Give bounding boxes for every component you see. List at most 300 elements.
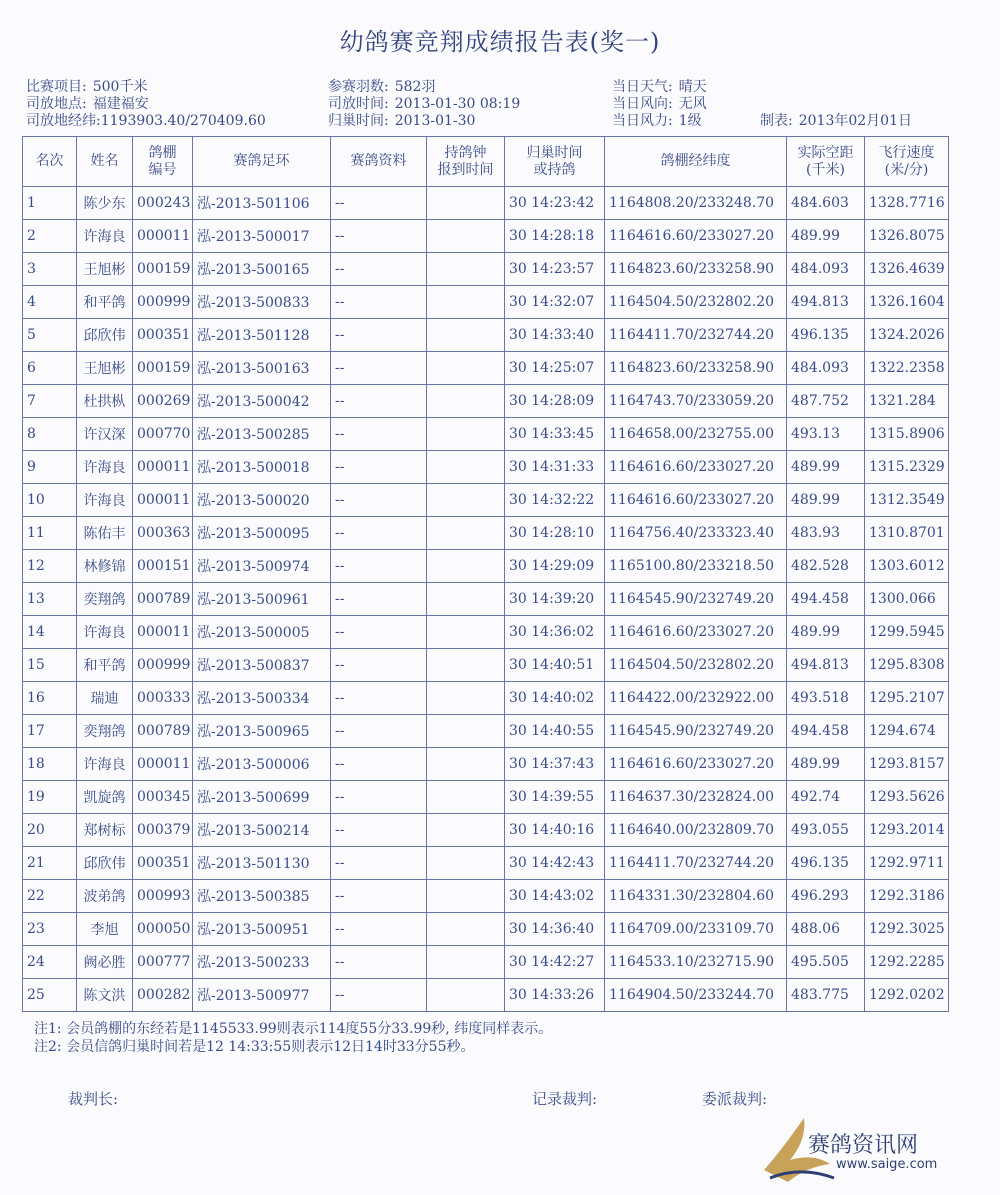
meta-release-place: 司放地点: 福建福安	[26, 96, 149, 112]
cell-distance: 482.528	[787, 550, 865, 583]
cell-speed: 1312.3549	[865, 484, 949, 517]
meta-race-item: 比赛项目: 500千米	[26, 79, 148, 95]
cell-name: 李旭	[77, 913, 133, 946]
cell-info: --	[331, 781, 427, 814]
cell-name: 阙必胜	[77, 946, 133, 979]
cell-coords: 1164616.60/233027.20	[605, 616, 787, 649]
cell-info: --	[331, 946, 427, 979]
cell-rank: 12	[23, 550, 77, 583]
cell-clock	[427, 748, 505, 781]
cell-clock	[427, 319, 505, 352]
cell-speed: 1300.066	[865, 583, 949, 616]
cell-info: --	[331, 220, 427, 253]
cell-distance: 493.518	[787, 682, 865, 715]
cell-clock	[427, 781, 505, 814]
cell-loft: 000243	[133, 187, 193, 220]
cell-ring: 泓-2013-501130	[193, 847, 331, 880]
cell-clock	[427, 880, 505, 913]
cell-info: --	[331, 880, 427, 913]
cell-name: 王旭彬	[77, 352, 133, 385]
cell-info: --	[331, 649, 427, 682]
cell-loft: 000363	[133, 517, 193, 550]
cell-ring: 泓-2013-500961	[193, 583, 331, 616]
cell-info: --	[331, 187, 427, 220]
cell-speed: 1310.8701	[865, 517, 949, 550]
cell-rank: 17	[23, 715, 77, 748]
cell-coords: 1164616.60/233027.20	[605, 220, 787, 253]
cell-speed: 1328.7716	[865, 187, 949, 220]
cell-loft: 000269	[133, 385, 193, 418]
cell-name: 波弟鸽	[77, 880, 133, 913]
table-row	[23, 187, 949, 220]
cell-loft: 000333	[133, 682, 193, 715]
cell-ring: 泓-2013-500018	[193, 451, 331, 484]
table-row	[23, 682, 949, 715]
table-row	[23, 253, 949, 286]
cell-loft: 000050	[133, 913, 193, 946]
meta-return-time: 归巢时间: 2013-01-30	[328, 113, 476, 129]
cell-coords: 1164637.30/232824.00	[605, 781, 787, 814]
cell-info: --	[331, 319, 427, 352]
cell-name: 陈佑丰	[77, 517, 133, 550]
cell-clock	[427, 484, 505, 517]
table-row	[23, 781, 949, 814]
cell-speed: 1293.2014	[865, 814, 949, 847]
cell-clock	[427, 649, 505, 682]
cell-distance: 493.13	[787, 418, 865, 451]
cell-loft: 000011	[133, 748, 193, 781]
cell-coords: 1164756.40/233323.40	[605, 517, 787, 550]
cell-info: --	[331, 286, 427, 319]
cell-speed: 1322.2358	[865, 352, 949, 385]
cell-speed: 1292.0202	[865, 979, 949, 1012]
cell-arrival: 30 14:40:16	[505, 814, 605, 847]
cell-name: 郑树标	[77, 814, 133, 847]
cell-speed: 1324.2026	[865, 319, 949, 352]
cell-arrival: 30 14:32:07	[505, 286, 605, 319]
meta-made-date: 制表: 2013年02月01日	[760, 113, 912, 129]
cell-name: 瑞迪	[77, 682, 133, 715]
cell-name: 许海良	[77, 616, 133, 649]
results-body	[23, 187, 949, 1012]
cell-distance: 483.93	[787, 517, 865, 550]
table-row	[23, 484, 949, 517]
table-row	[23, 649, 949, 682]
cell-coords: 1164616.60/233027.20	[605, 484, 787, 517]
cell-name: 王旭彬	[77, 253, 133, 286]
cell-info: --	[331, 616, 427, 649]
cell-name: 奕翔鸽	[77, 715, 133, 748]
meta-release-time: 司放时间: 2013-01-30 08:19	[328, 96, 521, 112]
cell-arrival: 30 14:42:43	[505, 847, 605, 880]
meta-wind-force: 当日风力: 1级	[612, 113, 702, 129]
cell-coords: 1164533.10/232715.90	[605, 946, 787, 979]
table-row	[23, 550, 949, 583]
cell-speed: 1295.8308	[865, 649, 949, 682]
cell-loft: 000999	[133, 286, 193, 319]
cell-distance: 484.603	[787, 187, 865, 220]
signature-recorder: 记录裁判:	[532, 1090, 598, 1108]
cell-coords: 1164545.90/232749.20	[605, 715, 787, 748]
cell-coords: 1164616.60/233027.20	[605, 451, 787, 484]
results-table	[22, 136, 949, 1012]
cell-ring: 泓-2013-500385	[193, 880, 331, 913]
cell-speed: 1295.2107	[865, 682, 949, 715]
cell-info: --	[331, 583, 427, 616]
cell-arrival: 30 14:31:33	[505, 451, 605, 484]
cell-rank: 23	[23, 913, 77, 946]
cell-info: --	[331, 517, 427, 550]
cell-ring: 泓-2013-500165	[193, 253, 331, 286]
header-ring: 赛鸽足环	[193, 137, 331, 187]
cell-arrival: 30 14:33:26	[505, 979, 605, 1012]
header-info: 赛鸽资料	[331, 137, 427, 187]
cell-clock	[427, 583, 505, 616]
cell-loft: 000282	[133, 979, 193, 1012]
cell-arrival: 30 14:40:02	[505, 682, 605, 715]
cell-distance: 496.135	[787, 847, 865, 880]
cell-loft: 000379	[133, 814, 193, 847]
cell-arrival: 30 14:40:51	[505, 649, 605, 682]
table-row	[23, 286, 949, 319]
cell-clock	[427, 616, 505, 649]
cell-loft: 000159	[133, 352, 193, 385]
cell-ring: 泓-2013-500334	[193, 682, 331, 715]
table-row	[23, 880, 949, 913]
cell-coords: 1164422.00/232922.00	[605, 682, 787, 715]
cell-arrival: 30 14:33:40	[505, 319, 605, 352]
cell-ring: 泓-2013-500163	[193, 352, 331, 385]
cell-ring: 泓-2013-500020	[193, 484, 331, 517]
logo-url: www.saige.com	[836, 1157, 938, 1172]
cell-coords: 1164411.70/232744.20	[605, 319, 787, 352]
cell-ring: 泓-2013-500214	[193, 814, 331, 847]
cell-rank: 9	[23, 451, 77, 484]
cell-speed: 1293.5626	[865, 781, 949, 814]
cell-speed: 1315.8906	[865, 418, 949, 451]
cell-name: 邱欣伟	[77, 847, 133, 880]
cell-info: --	[331, 352, 427, 385]
cell-ring: 泓-2013-500233	[193, 946, 331, 979]
cell-arrival: 30 14:33:45	[505, 418, 605, 451]
cell-rank: 19	[23, 781, 77, 814]
cell-rank: 20	[23, 814, 77, 847]
cell-name: 陈文洪	[77, 979, 133, 1012]
meta-release-coords: 司放地经纬:1193903.40/270409.60	[26, 113, 266, 129]
table-row	[23, 583, 949, 616]
table-row	[23, 715, 949, 748]
table-row	[23, 220, 949, 253]
cell-distance: 496.135	[787, 319, 865, 352]
cell-ring: 泓-2013-500837	[193, 649, 331, 682]
cell-rank: 14	[23, 616, 77, 649]
cell-name: 奕翔鸽	[77, 583, 133, 616]
cell-arrival: 30 14:28:18	[505, 220, 605, 253]
cell-info: --	[331, 847, 427, 880]
cell-arrival: 30 14:37:43	[505, 748, 605, 781]
cell-distance: 489.99	[787, 616, 865, 649]
cell-loft: 000789	[133, 583, 193, 616]
cell-ring: 泓-2013-500833	[193, 286, 331, 319]
cell-clock	[427, 814, 505, 847]
table-row	[23, 517, 949, 550]
cell-clock	[427, 682, 505, 715]
cell-ring: 泓-2013-500095	[193, 517, 331, 550]
cell-speed: 1292.2285	[865, 946, 949, 979]
cell-arrival: 30 14:36:40	[505, 913, 605, 946]
cell-name: 许海良	[77, 451, 133, 484]
cell-clock	[427, 979, 505, 1012]
meta-weather: 当日天气: 晴天	[612, 79, 707, 95]
cell-rank: 13	[23, 583, 77, 616]
header-clock: 持鸽钟 报到时间	[427, 137, 505, 187]
cell-loft: 000351	[133, 319, 193, 352]
cell-clock	[427, 187, 505, 220]
cell-loft: 000011	[133, 616, 193, 649]
cell-rank: 22	[23, 880, 77, 913]
cell-coords: 1164545.90/232749.20	[605, 583, 787, 616]
cell-loft: 000999	[133, 649, 193, 682]
cell-speed: 1292.9711	[865, 847, 949, 880]
header-loft: 鸽棚 编号	[133, 137, 193, 187]
cell-clock	[427, 286, 505, 319]
cell-arrival: 30 14:28:10	[505, 517, 605, 550]
cell-rank: 18	[23, 748, 77, 781]
cell-distance: 483.775	[787, 979, 865, 1012]
table-row	[23, 946, 949, 979]
cell-arrival: 30 14:25:07	[505, 352, 605, 385]
cell-clock	[427, 847, 505, 880]
cell-name: 许海良	[77, 748, 133, 781]
cell-info: --	[331, 748, 427, 781]
cell-speed: 1321.284	[865, 385, 949, 418]
logo-text: 赛鸽资讯网	[808, 1133, 919, 1158]
cell-arrival: 30 14:23:42	[505, 187, 605, 220]
table-row	[23, 748, 949, 781]
cell-rank: 1	[23, 187, 77, 220]
cell-speed: 1315.2329	[865, 451, 949, 484]
cell-distance: 489.99	[787, 451, 865, 484]
cell-loft: 000011	[133, 484, 193, 517]
cell-clock	[427, 385, 505, 418]
header-distance: 实际空距 (千米)	[787, 137, 865, 187]
cell-distance: 489.99	[787, 748, 865, 781]
cell-speed: 1326.8075	[865, 220, 949, 253]
table-row	[23, 814, 949, 847]
cell-distance: 493.055	[787, 814, 865, 847]
cell-arrival: 30 14:43:02	[505, 880, 605, 913]
table-row	[23, 913, 949, 946]
cell-distance: 489.99	[787, 220, 865, 253]
cell-name: 和平鸽	[77, 286, 133, 319]
cell-speed: 1326.4639	[865, 253, 949, 286]
cell-rank: 7	[23, 385, 77, 418]
header-arrival: 归巢时间 或持鸽	[505, 137, 605, 187]
cell-distance: 484.093	[787, 352, 865, 385]
cell-rank: 10	[23, 484, 77, 517]
cell-info: --	[331, 913, 427, 946]
cell-distance: 487.752	[787, 385, 865, 418]
cell-rank: 11	[23, 517, 77, 550]
cell-info: --	[331, 715, 427, 748]
cell-rank: 16	[23, 682, 77, 715]
cell-rank: 3	[23, 253, 77, 286]
cell-speed: 1326.1604	[865, 286, 949, 319]
cell-clock	[427, 220, 505, 253]
cell-arrival: 30 14:42:27	[505, 946, 605, 979]
cell-info: --	[331, 385, 427, 418]
report-title: 幼鸽赛竞翔成绩报告表(奖一)	[339, 28, 661, 56]
cell-speed: 1299.5945	[865, 616, 949, 649]
table-row	[23, 847, 949, 880]
meta-entries: 参赛羽数: 582羽	[328, 79, 436, 95]
cell-name: 陈少东	[77, 187, 133, 220]
cell-ring: 泓-2013-500951	[193, 913, 331, 946]
cell-arrival: 30 14:36:02	[505, 616, 605, 649]
signature-chief: 裁判长:	[68, 1090, 119, 1108]
cell-info: --	[331, 484, 427, 517]
cell-ring: 泓-2013-500042	[193, 385, 331, 418]
cell-name: 林修锦	[77, 550, 133, 583]
cell-coords: 1164808.20/233248.70	[605, 187, 787, 220]
cell-rank: 8	[23, 418, 77, 451]
cell-ring: 泓-2013-500017	[193, 220, 331, 253]
cell-arrival: 30 14:39:55	[505, 781, 605, 814]
cell-name: 许海良	[77, 220, 133, 253]
cell-coords: 1164709.00/233109.70	[605, 913, 787, 946]
cell-distance: 492.74	[787, 781, 865, 814]
cell-name: 许海良	[77, 484, 133, 517]
cell-clock	[427, 913, 505, 946]
cell-loft: 000770	[133, 418, 193, 451]
cell-clock	[427, 715, 505, 748]
cell-speed: 1293.8157	[865, 748, 949, 781]
notes	[34, 1020, 552, 1056]
cell-coords: 1164823.60/233258.90	[605, 352, 787, 385]
cell-name: 邱欣伟	[77, 319, 133, 352]
cell-loft: 000351	[133, 847, 193, 880]
cell-ring: 泓-2013-500005	[193, 616, 331, 649]
cell-coords: 1164331.30/232804.60	[605, 880, 787, 913]
cell-distance: 494.813	[787, 649, 865, 682]
cell-coords: 1164823.60/233258.90	[605, 253, 787, 286]
cell-coords: 1164616.60/233027.20	[605, 748, 787, 781]
cell-info: --	[331, 979, 427, 1012]
cell-distance: 489.99	[787, 484, 865, 517]
header-rank: 名次	[23, 137, 77, 187]
cell-arrival: 30 14:40:55	[505, 715, 605, 748]
header-speed: 飞行速度 (米/分)	[865, 137, 949, 187]
table-row	[23, 418, 949, 451]
cell-coords: 1164411.70/232744.20	[605, 847, 787, 880]
cell-loft: 000345	[133, 781, 193, 814]
cell-clock	[427, 451, 505, 484]
cell-ring: 泓-2013-500699	[193, 781, 331, 814]
cell-loft: 000151	[133, 550, 193, 583]
cell-arrival: 30 14:28:09	[505, 385, 605, 418]
cell-clock	[427, 418, 505, 451]
header-name: 姓名	[77, 137, 133, 187]
cell-loft: 000011	[133, 220, 193, 253]
cell-clock	[427, 352, 505, 385]
note-1: 注1: 会员鸽棚的东经若是1145533.99则表示114度55分33.99秒, 纬度同样表示。	[34, 1021, 553, 1037]
cell-arrival: 30 14:39:20	[505, 583, 605, 616]
table-header-row	[23, 137, 949, 187]
cell-arrival: 30 14:32:22	[505, 484, 605, 517]
cell-loft: 000777	[133, 946, 193, 979]
cell-name: 杜拱枞	[77, 385, 133, 418]
cell-distance: 488.06	[787, 913, 865, 946]
cell-coords: 1164658.00/232755.00	[605, 418, 787, 451]
cell-rank: 25	[23, 979, 77, 1012]
cell-clock	[427, 946, 505, 979]
cell-coords: 1165100.80/233218.50	[605, 550, 787, 583]
cell-coords: 1164904.50/233244.70	[605, 979, 787, 1012]
cell-info: --	[331, 451, 427, 484]
cell-clock	[427, 253, 505, 286]
cell-coords: 1164504.50/232802.20	[605, 286, 787, 319]
cell-ring: 泓-2013-500974	[193, 550, 331, 583]
cell-rank: 6	[23, 352, 77, 385]
cell-coords: 1164504.50/232802.20	[605, 649, 787, 682]
cell-ring: 泓-2013-501128	[193, 319, 331, 352]
cell-rank: 21	[23, 847, 77, 880]
cell-rank: 2	[23, 220, 77, 253]
cell-loft: 000159	[133, 253, 193, 286]
cell-info: --	[331, 253, 427, 286]
cell-loft: 000993	[133, 880, 193, 913]
table-row	[23, 319, 949, 352]
cell-loft: 000011	[133, 451, 193, 484]
cell-distance: 494.458	[787, 583, 865, 616]
cell-ring: 泓-2013-501106	[193, 187, 331, 220]
cell-distance: 484.093	[787, 253, 865, 286]
cell-ring: 泓-2013-500965	[193, 715, 331, 748]
cell-speed: 1292.3186	[865, 880, 949, 913]
cell-distance: 494.813	[787, 286, 865, 319]
cell-loft: 000789	[133, 715, 193, 748]
cell-speed: 1303.6012	[865, 550, 949, 583]
cell-speed: 1292.3025	[865, 913, 949, 946]
cell-rank: 4	[23, 286, 77, 319]
header-coords: 鸽棚经纬度	[605, 137, 787, 187]
cell-speed: 1294.674	[865, 715, 949, 748]
table-row	[23, 352, 949, 385]
cell-rank: 15	[23, 649, 77, 682]
table-row	[23, 385, 949, 418]
cell-clock	[427, 517, 505, 550]
signature-delegate: 委派裁判:	[702, 1090, 768, 1108]
cell-distance: 495.505	[787, 946, 865, 979]
table-row	[23, 979, 949, 1012]
cell-arrival: 30 14:23:57	[505, 253, 605, 286]
note-2: 注2: 会员信鸽归巢时间若是12 14:33:55则表示12日14时33分55秒。	[34, 1039, 475, 1055]
cell-ring: 泓-2013-500977	[193, 979, 331, 1012]
cell-ring: 泓-2013-500285	[193, 418, 331, 451]
cell-clock	[427, 550, 505, 583]
cell-name: 凯旋鸽	[77, 781, 133, 814]
cell-name: 和平鸽	[77, 649, 133, 682]
cell-ring: 泓-2013-500006	[193, 748, 331, 781]
table-row	[23, 451, 949, 484]
cell-info: --	[331, 550, 427, 583]
table-row	[23, 616, 949, 649]
cell-rank: 24	[23, 946, 77, 979]
cell-info: --	[331, 418, 427, 451]
cell-distance: 494.458	[787, 715, 865, 748]
meta-wind-direction: 当日风向: 无风	[612, 96, 707, 112]
cell-coords: 1164640.00/232809.70	[605, 814, 787, 847]
